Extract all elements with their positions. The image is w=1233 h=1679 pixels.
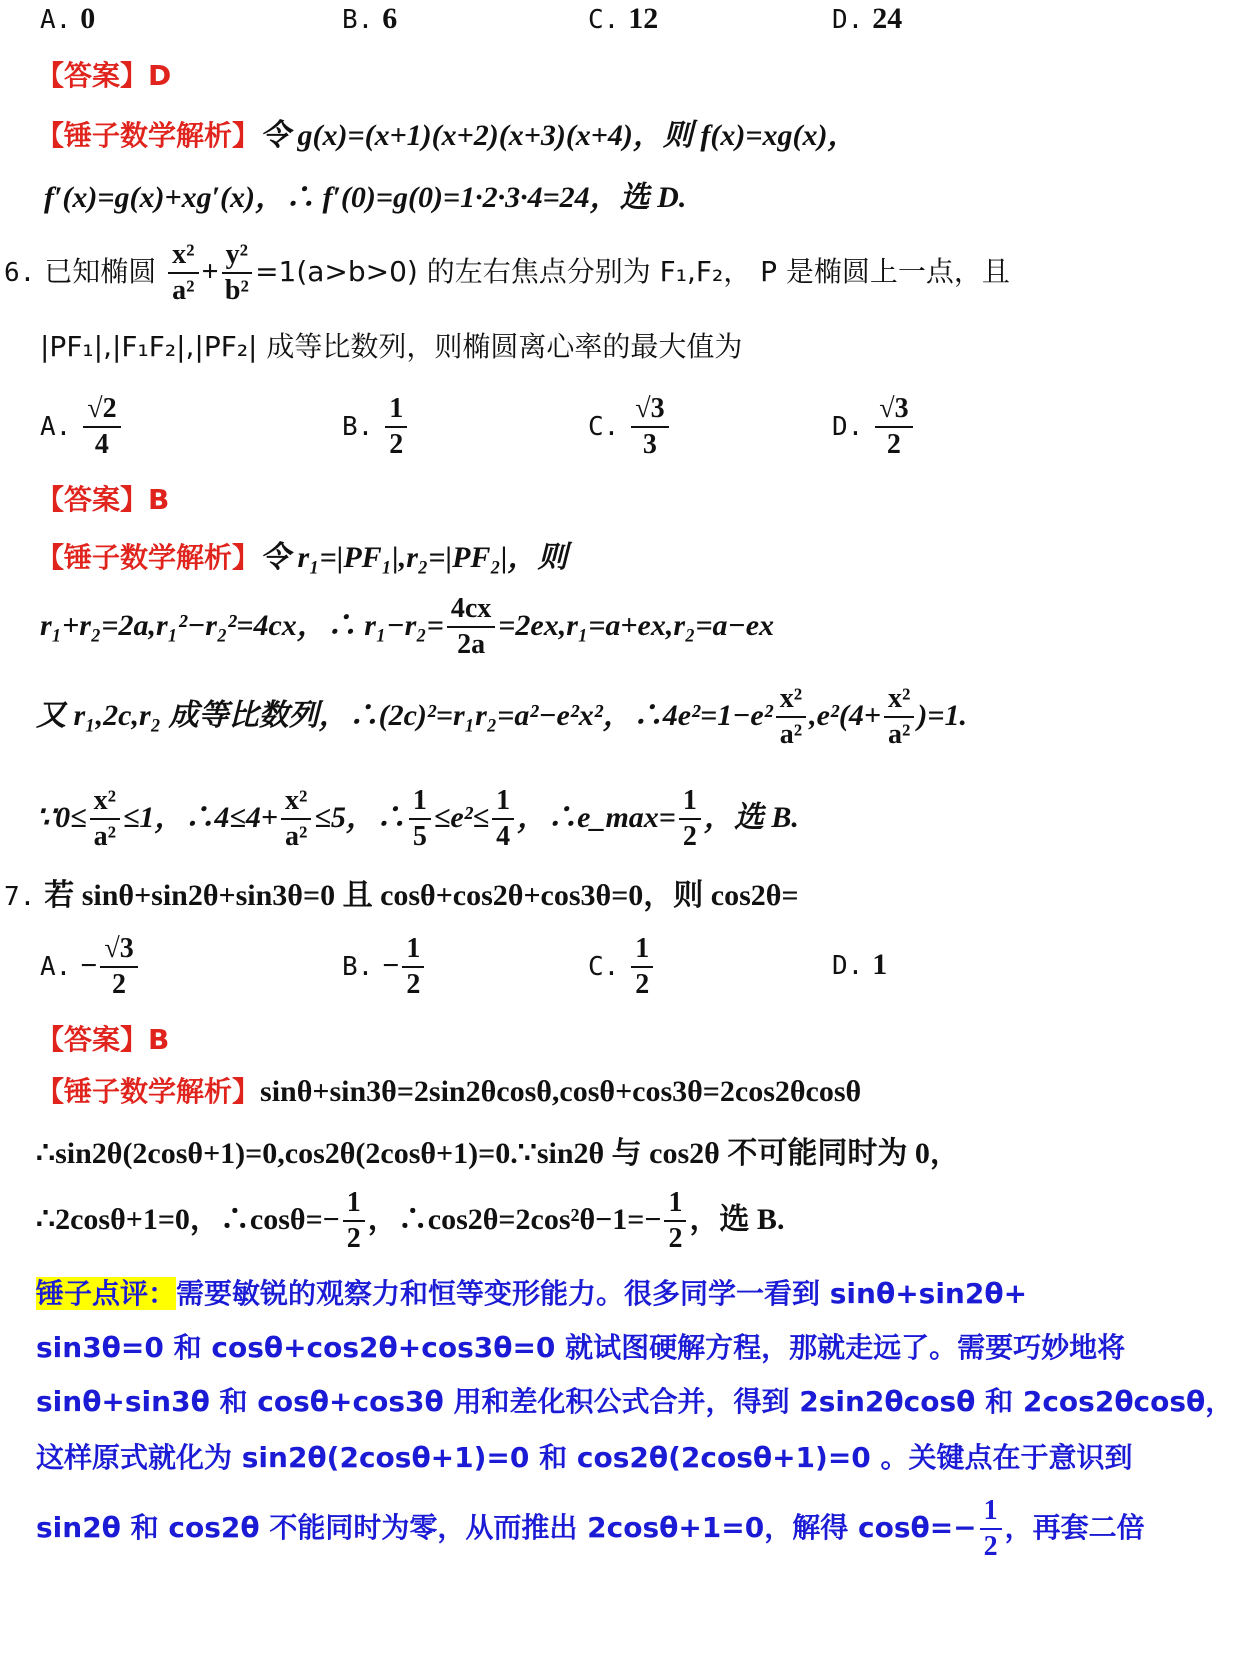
q6-analysis-line-4	[36, 784, 799, 854]
frac-den: 2a	[457, 629, 486, 660]
question-number: 6.	[4, 258, 36, 288]
stem-text: |PF₁|,|F₁F₂|,|PF₂| 成等比数列，则椭圆离心率的最大值为	[40, 330, 743, 363]
fraction	[409, 784, 431, 854]
q7-option-c	[588, 932, 656, 1002]
analysis-tag: 【锤子数学解析】	[36, 541, 261, 574]
option-fraction	[83, 392, 120, 462]
q6-stem-line-2	[40, 325, 742, 365]
analysis-text: ≤e²≤	[433, 801, 490, 834]
q7-option-a	[40, 932, 141, 1002]
stem-text: =1(a>b>0) 的左右焦点分别为 F₁,F₂， P 是椭圆上一点，且	[255, 255, 1010, 288]
analysis-text: ，∴e_max=	[517, 801, 676, 834]
option-label: B.	[342, 952, 374, 982]
option-label: B.	[342, 412, 374, 442]
review-text: sinθ+sin3θ 和 cosθ+cos3θ 用和差化积公式合并，得到 2sin2θcosθ 和 2cos2θcosθ，	[36, 1385, 1233, 1418]
q5-option-a	[40, 2, 95, 36]
frac-num: 4cx	[447, 592, 495, 628]
frac-den: 2	[112, 969, 127, 1000]
frac-num: 1	[343, 1186, 365, 1222]
option-fraction	[402, 932, 424, 1002]
analysis-tag: 【锤子数学解析】	[36, 119, 261, 152]
frac-num: 1	[980, 1494, 1002, 1530]
q7-stem	[4, 870, 799, 914]
option-value: 24	[872, 2, 903, 35]
analysis-text: ，选 B.	[703, 801, 799, 834]
frac-num: x²	[281, 784, 311, 820]
option-label: A.	[40, 952, 72, 982]
option-label: C.	[588, 952, 620, 982]
option-label: A.	[40, 412, 72, 442]
q5-option-d	[832, 2, 902, 36]
frac-num: x²	[168, 238, 198, 274]
frac-den: a²	[888, 719, 911, 750]
fraction	[884, 682, 914, 752]
analysis-tag: 【锤子数学解析】	[36, 1075, 261, 1108]
option-sign: −	[382, 949, 400, 982]
option-label: D.	[832, 951, 864, 981]
stem-text: 已知椭圆	[44, 255, 157, 288]
frac-num: x²	[776, 682, 806, 718]
analysis-text: ∵0≤	[36, 801, 87, 834]
option-label: D.	[832, 5, 864, 35]
analysis-text: )=1.	[917, 699, 968, 732]
review-text: ，再套二倍	[1004, 1511, 1145, 1544]
fraction	[90, 784, 120, 854]
answer-tag: 【答案】	[36, 483, 149, 516]
analysis-text: ≤5，∴	[314, 801, 406, 834]
option-fraction	[100, 932, 137, 1002]
q5-option-b	[342, 2, 397, 36]
frac-den: 2	[346, 1223, 361, 1254]
review-text: sin2θ 和 cos2θ 不能同时为零，从而推出 2cosθ+1=0，解得 cosθ=−	[36, 1511, 977, 1544]
frac-den: a²	[93, 821, 116, 852]
q7-analysis-line-1	[36, 1070, 861, 1110]
review-text: 需要敏锐的观察力和恒等变形能力。很多同学一看到 sinθ+sin2θ+	[176, 1277, 1028, 1310]
q6-stem-line-1: 6. 已知椭圆 $\frac{\text{x²}}{\text{a²}}$ + $\frac{\text{y²}}{\text{b²}}$ =1(a>b>0) 的左右焦点分别为 F₁,F₂， P 是椭圆上一点，且	[4, 239, 1010, 306]
q6-analysis-line-2	[40, 592, 774, 662]
analysis-text: 又 r₁,2c,r₂ 成等比数列，∴(2c)²=r₁r₂=a²−e²x²，∴4e²=1−e²	[36, 699, 773, 732]
q6-analysis-line-3	[36, 682, 967, 752]
review-line-1	[36, 1272, 1027, 1312]
frac-num: √3	[631, 392, 668, 428]
frac-num: 1	[402, 932, 424, 968]
frac-num: √2	[83, 392, 120, 428]
analysis-text: =2ex,r₁=a+ex,r₂=a−ex	[498, 609, 775, 642]
fraction	[664, 1186, 686, 1256]
q7-option-d	[832, 948, 887, 982]
q7-analysis-line-3	[36, 1186, 784, 1256]
q7-option-b	[342, 932, 427, 1002]
q5-analysis-line-1	[36, 110, 857, 154]
q6-option-c	[588, 392, 672, 462]
option-value: 6	[382, 2, 398, 35]
analysis-text: f′(x)=g(x)+xg′(x)，∴ f′(0)=g(0)=1·2·3·4=24，选 D.	[44, 181, 687, 214]
fraction	[492, 784, 514, 854]
analysis-text: ∴2cosθ+1=0，∴cosθ=−	[36, 1203, 340, 1236]
frac-num: √3	[875, 392, 912, 428]
frac-den: a²	[285, 821, 308, 852]
analysis-text: r₁+r₂=2a,r₁²−r₂²=4cx，∴ r₁−r₂=	[40, 609, 444, 642]
answer-tag: 【答案】	[36, 59, 149, 92]
option-label: A.	[40, 5, 72, 35]
frac-num: y²	[222, 238, 252, 274]
q5-analysis-line-2	[44, 172, 686, 216]
q5-option-c	[588, 2, 658, 36]
review-line-5	[36, 1494, 1145, 1564]
frac-num: √3	[100, 932, 137, 968]
review-line-2	[36, 1326, 1125, 1366]
review-text: sin3θ=0 和 cosθ+cos2θ+cos3θ=0 就试图硬解方程，那就走远了。需要巧妙地将	[36, 1331, 1126, 1364]
q6-option-b	[342, 392, 410, 462]
q7-answer	[36, 1018, 169, 1058]
frac-den: 3	[642, 429, 657, 460]
option-sign: −	[80, 949, 98, 982]
review-line-3	[36, 1380, 1233, 1420]
frac-den: b²	[224, 275, 249, 306]
q6-option-a	[40, 392, 124, 462]
q6-answer	[36, 478, 169, 518]
analysis-text: ，∴cos2θ=2cos²θ−1=−	[367, 1203, 662, 1236]
analysis-text: ≤1，∴4≤4+	[122, 801, 278, 834]
frac-num: 1	[664, 1186, 686, 1222]
answer-value: B	[148, 1023, 170, 1056]
answer-value: B	[148, 483, 170, 516]
option-value: 12	[628, 2, 659, 35]
fraction	[343, 1186, 365, 1256]
frac-den: 2	[406, 969, 421, 1000]
question-number: 7.	[4, 882, 36, 912]
frac-num: 1	[631, 932, 653, 968]
analysis-text: ,e²(4+	[809, 699, 882, 732]
fraction	[776, 682, 806, 752]
q5-answer	[36, 54, 171, 94]
option-value: 0	[80, 2, 96, 35]
fraction	[679, 784, 701, 854]
frac-num: 1	[409, 784, 431, 820]
option-fraction	[875, 392, 912, 462]
frac-den: 2	[886, 429, 901, 460]
option-fraction	[385, 392, 407, 462]
frac-den: 2	[668, 1223, 683, 1254]
fraction-x2-a2	[168, 238, 198, 308]
frac-num: 1	[385, 392, 407, 428]
frac-den: 2	[682, 821, 697, 852]
option-fraction	[631, 392, 668, 462]
fraction	[980, 1494, 1002, 1564]
q7-analysis-line-2	[36, 1128, 960, 1172]
analysis-text: ∴sin2θ(2cosθ+1)=0,cos2θ(2cosθ+1)=0.∵sin2θ 与 cos2θ 不可能同时为 0，	[36, 1137, 960, 1170]
option-label: C.	[588, 412, 620, 442]
option-fraction	[631, 932, 653, 1002]
option-value: 1	[872, 948, 888, 981]
q6-option-d	[832, 392, 916, 462]
review-line-4	[36, 1436, 1133, 1476]
analysis-text: sinθ+sin3θ=2sin2θcosθ,cosθ+cos3θ=2cos2θcosθ	[260, 1075, 862, 1108]
q6-analysis-line-1	[36, 532, 568, 576]
answer-value: D	[148, 59, 172, 92]
frac-num: x²	[90, 784, 120, 820]
frac-num: x²	[884, 682, 914, 718]
stem-text: 若 sinθ+sin2θ+sin3θ=0 且 cosθ+cos2θ+cos3θ=0，则 cos2θ=	[44, 879, 799, 912]
answer-tag: 【答案】	[36, 1023, 149, 1056]
option-label: C.	[588, 5, 620, 35]
option-label: B.	[342, 5, 374, 35]
frac-den: 2	[635, 969, 650, 1000]
frac-den: 4	[94, 429, 109, 460]
fraction-y2-b2	[222, 238, 252, 308]
frac-den: a²	[779, 719, 803, 750]
analysis-text: 令 r₁=|PF₁|,r₂=|PF₂|，则	[260, 541, 568, 574]
frac-den: 2	[983, 1531, 998, 1562]
review-text: 这样原式就化为 sin2θ(2cosθ+1)=0 和 cos2θ(2cosθ+1)=0 。关键点在于意识到	[36, 1441, 1133, 1474]
frac-den: a²	[172, 275, 195, 306]
analysis-text: 令 g(x)=(x+1)(x+2)(x+3)(x+4)，则 f(x)=xg(x)，	[260, 119, 858, 152]
frac-num: 1	[679, 784, 701, 820]
frac-den: 4	[496, 821, 511, 852]
frac-den: 2	[389, 429, 404, 460]
frac-den: 5	[412, 821, 427, 852]
analysis-text: ，选 B.	[689, 1203, 785, 1236]
fraction	[447, 592, 495, 662]
frac-num: 1	[492, 784, 514, 820]
review-tag: 锤子点评：	[36, 1277, 177, 1310]
option-label: D.	[832, 412, 864, 442]
fraction	[281, 784, 311, 854]
